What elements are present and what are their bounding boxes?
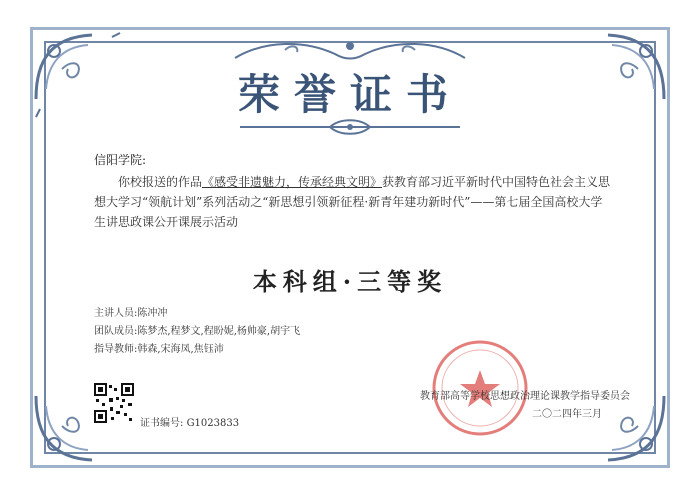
cert-no-label: 证书编号:: [140, 418, 184, 429]
cert-no-value: G1023833: [186, 418, 240, 429]
qr-code-icon: [94, 383, 134, 423]
member-value: 韩森,宋海凤,焦钰沛: [137, 344, 224, 355]
team-members: [94, 305, 300, 359]
issuer-name: 教育部高等学校思想政治理论课教学指导委员会: [420, 391, 630, 402]
member-value: 陈冲冲: [137, 308, 168, 319]
certificate-number: [140, 414, 239, 429]
issuer-block: [420, 388, 630, 424]
work-title: 《感受非遗魅力，传承经典文明》: [202, 175, 383, 189]
member-label: 指导教师:: [94, 344, 138, 355]
certificate-title: 荣誉证书: [237, 70, 462, 119]
certificate-body: [94, 172, 614, 232]
recipient-name: 信阳学院:: [94, 153, 147, 167]
lead-speaker-row: [94, 305, 300, 323]
member-label: 主讲人员:: [94, 308, 138, 319]
award-level: 本科组·三等奖: [252, 267, 448, 296]
body-suffix: 获教育部习近平新时代中国特色社会主义思想大学习“领航计划”系列活动之“新思想引领新征程·新青年建功新时代”——第七届全国高校大学生讲思政课公开课展示活动: [94, 175, 611, 229]
team-row: [94, 323, 300, 341]
scroll-ornament-icon: [230, 116, 470, 138]
body-prefix: 你校报送的作品: [118, 175, 203, 189]
advisor-row: [94, 341, 300, 359]
issue-date: 二〇二四年三月: [532, 409, 602, 420]
member-label: 团队成员:: [94, 326, 138, 337]
member-value: 陈梦杰,程梦文,程盼妮,杨帅豪,胡宇飞: [137, 326, 301, 337]
